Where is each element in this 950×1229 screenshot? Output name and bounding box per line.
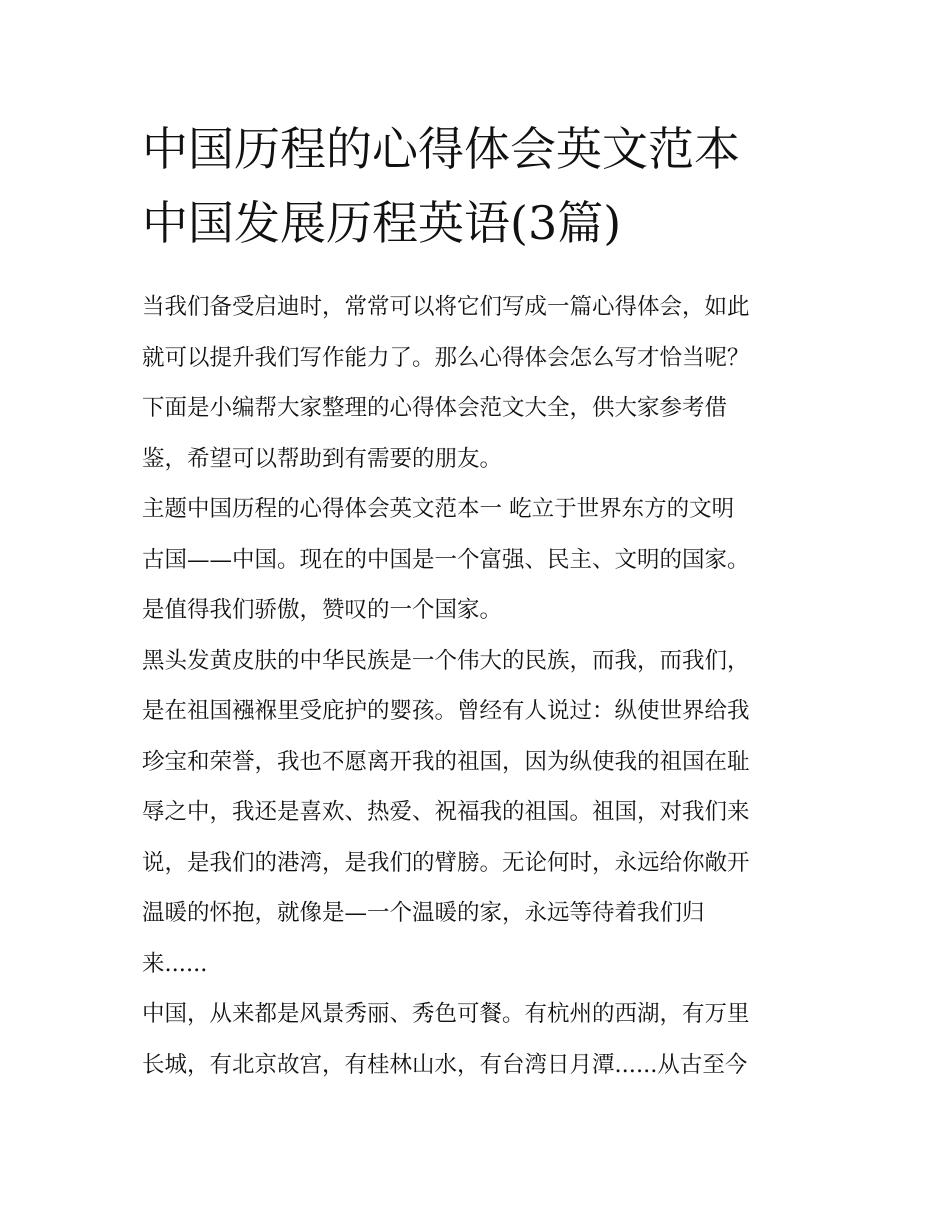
document-page bbox=[142, 112, 832, 1090]
paragraph-scenery bbox=[142, 989, 832, 1090]
text-line: 珍宝和荣誉，我也不愿离开我的祖国，因为纵使我的祖国在耻 bbox=[142, 748, 750, 775]
text-line: 是在祖国襁褓里受庇护的婴孩。曾经有人说过：纵使世界给我 bbox=[142, 698, 750, 724]
text-line: 来...... bbox=[142, 950, 208, 977]
paragraph-intro bbox=[142, 282, 832, 484]
text-line: 中国，从来都是风景秀丽、秀色可餐。有杭州的西湖，有万里 bbox=[142, 1001, 750, 1027]
text-line: 当我们备受启迪时，常常可以将它们写成一篇心得体会，如此 bbox=[142, 294, 750, 320]
title-line: 中国历程的心得体会英文范本 bbox=[142, 122, 740, 176]
text-line: 说，是我们的港湾，是我们的臂膀。无论何时，永远给你敞开 bbox=[142, 849, 750, 876]
text-line: 就可以提升我们写作能力了。那么心得体会怎么写才恰当呢？ bbox=[142, 344, 750, 371]
document-title bbox=[142, 112, 832, 260]
text-line: 下面是小编帮大家整理的心得体会范文大全，供大家参考借 bbox=[142, 395, 728, 421]
text-line: 温暖的怀抱，就像是—一个温暖的家，永远等待着我们归 bbox=[142, 900, 705, 926]
text-line: 长城，有北京故宫，有桂林山水，有台湾日月潭......从古至今 bbox=[142, 1051, 748, 1078]
text-line: 黑头发黄皮肤的中华民族是一个伟大的民族，而我，而我们， bbox=[142, 647, 750, 674]
text-line: 是值得我们骄傲，赞叹的一个国家。 bbox=[142, 597, 503, 623]
text-line: 鉴，希望可以帮助到有需要的朋友。 bbox=[142, 445, 503, 472]
title-line: 中国发展历程英语(3篇) bbox=[142, 196, 622, 250]
paragraph-motherland bbox=[142, 636, 832, 990]
text-line: 辱之中，我还是喜欢、热爱、祝福我的祖国。祖国，对我们来 bbox=[142, 799, 750, 825]
text-line: 主题中国历程的心得体会英文范本一 屹立于世界东方的文明 bbox=[142, 496, 735, 522]
paragraph-theme bbox=[142, 484, 832, 636]
text-line: 古国——中国。现在的中国是一个富强、民主、文明的国家。 bbox=[142, 546, 750, 573]
